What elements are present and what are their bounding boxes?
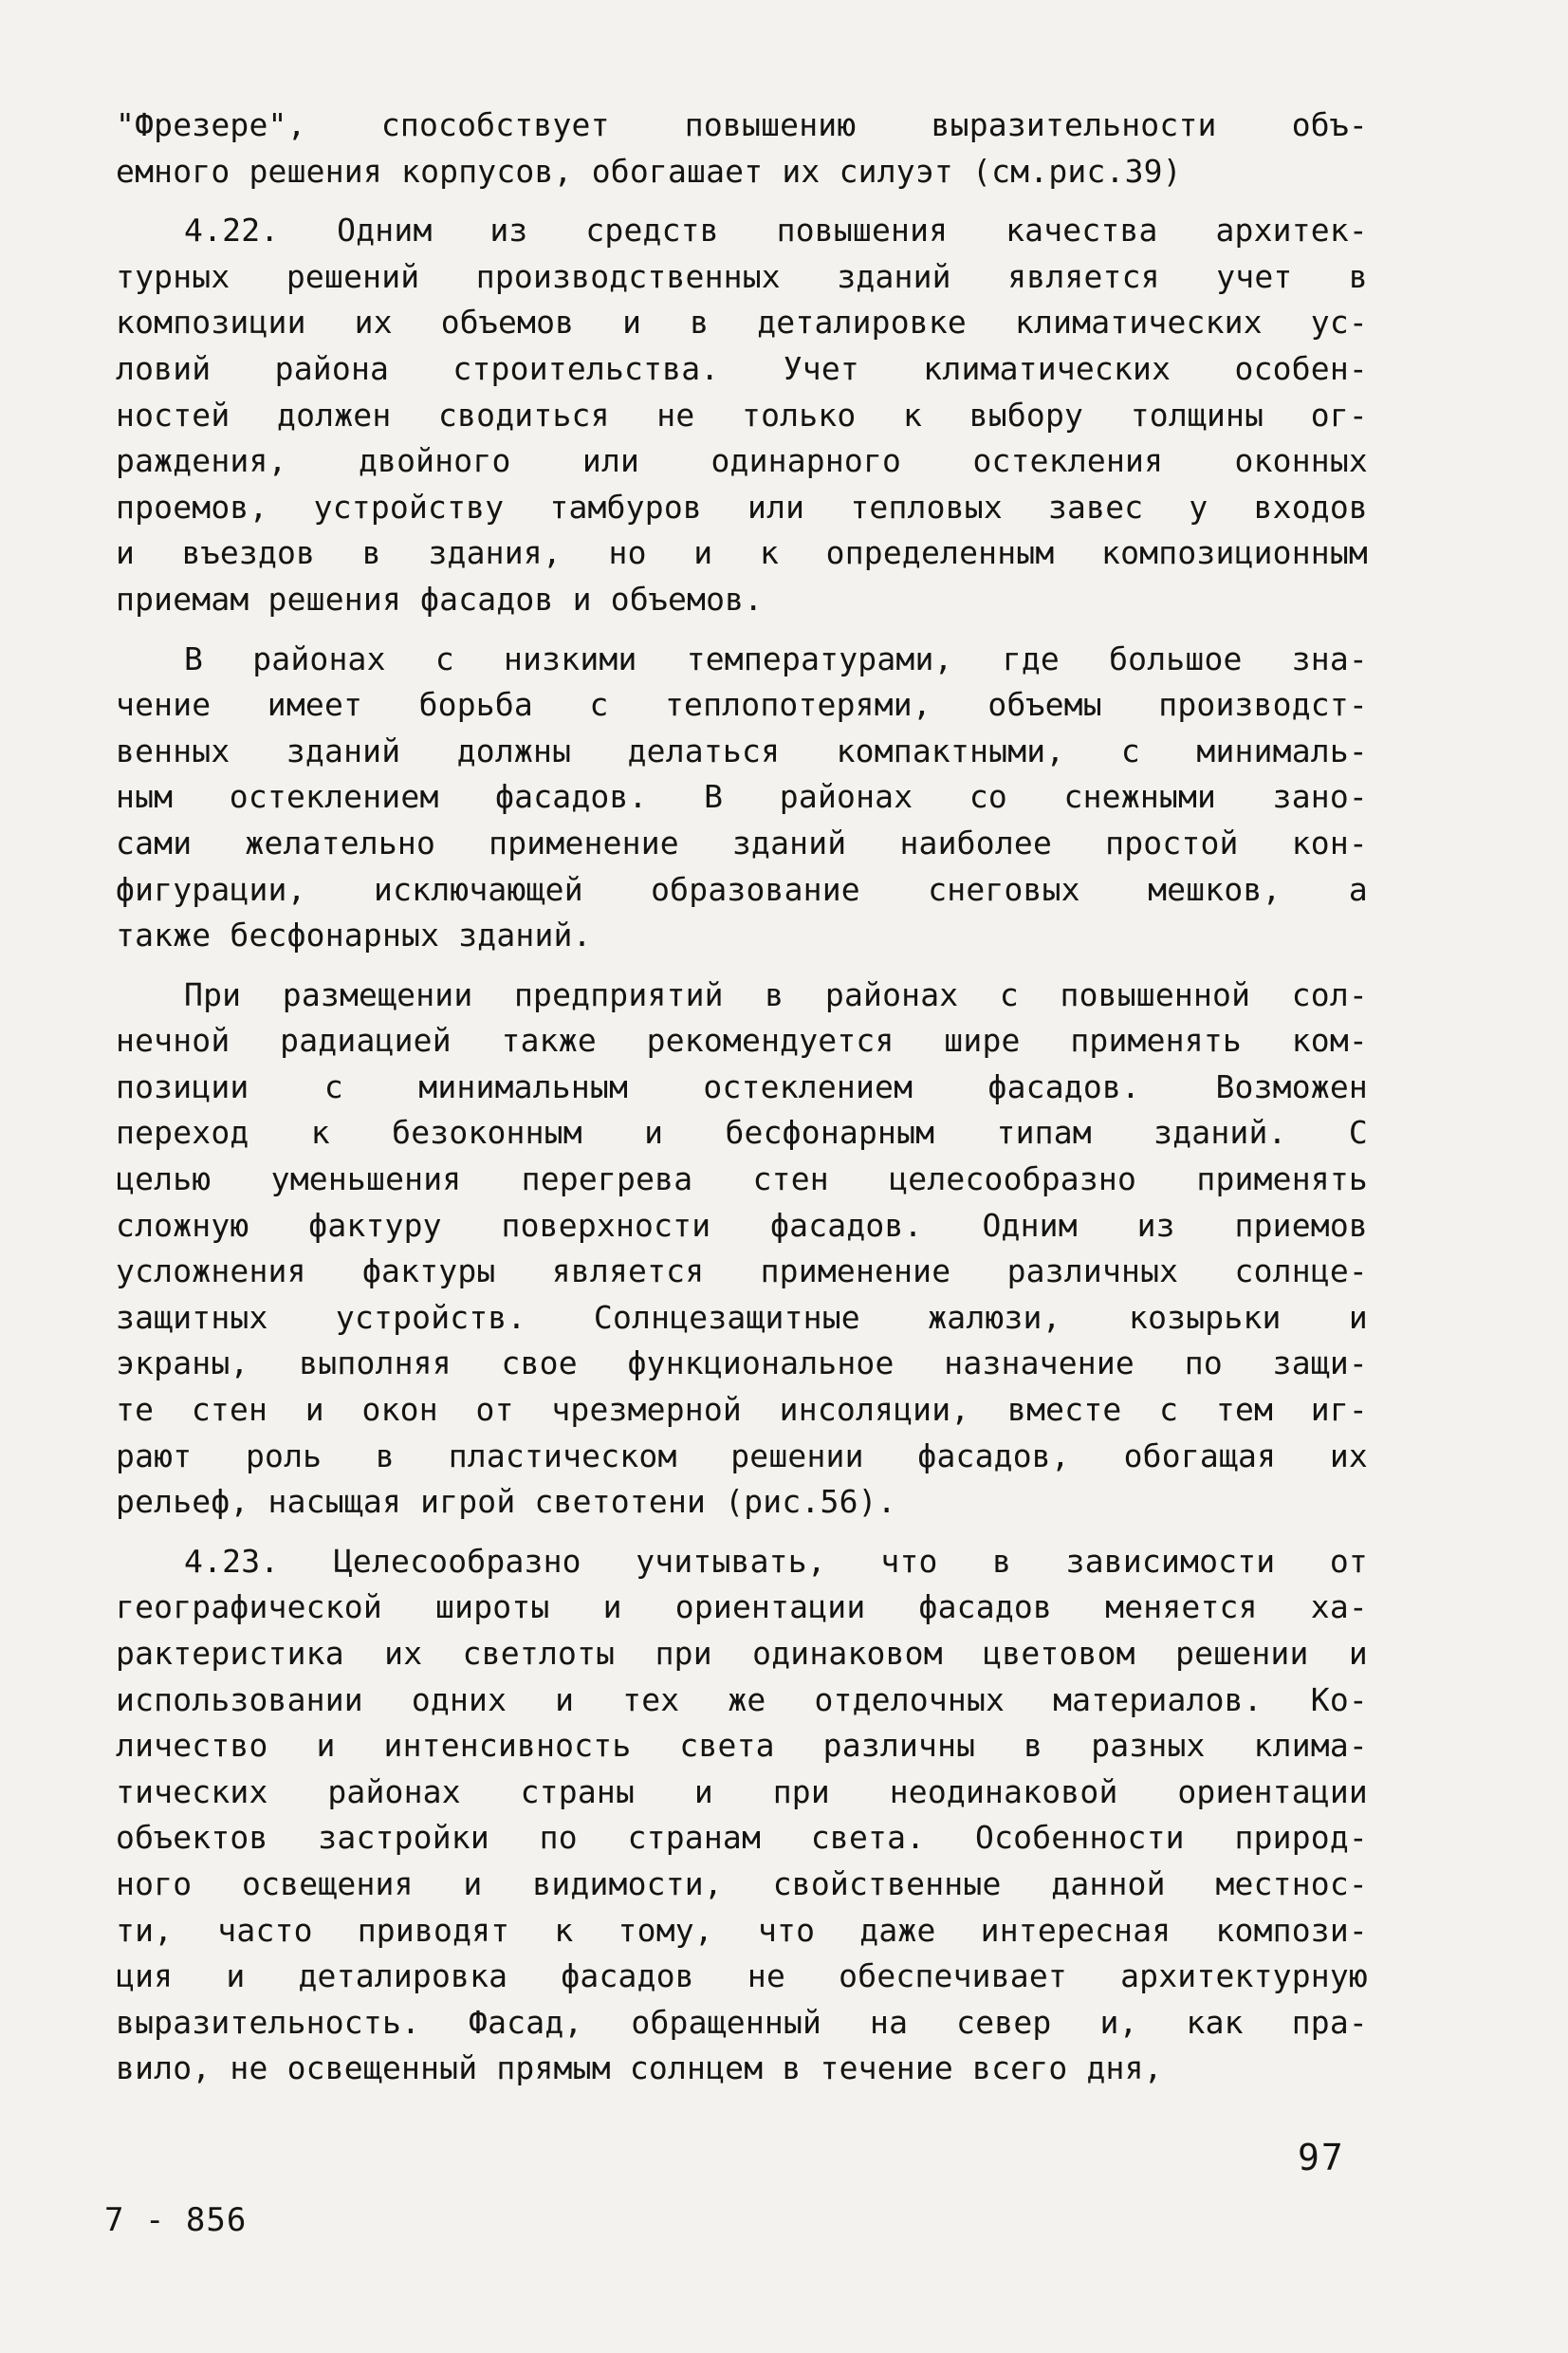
text-line: ного освещения и видимости, свойственные данной местнос- xyxy=(116,1864,1368,1902)
text-line: рактеристика их светлоты при одинаковом цветовом решении и xyxy=(116,1635,1368,1672)
text-line: использовании одних и тех же отделочных материалов. Ко- xyxy=(116,1680,1368,1718)
text-line: ловий района строительства. Учет климатических особен- xyxy=(116,349,1368,387)
text-line: приемам решения фасадов и объемов. xyxy=(116,580,764,618)
paragraph xyxy=(116,1539,1368,2092)
text-line: также бесфонарных зданий. xyxy=(116,917,592,954)
text-line: переход к безоконным и бесфонарным типам зданий. С xyxy=(116,1114,1368,1152)
text-line: нечной радиацией также рекомендуется шире применять ком- xyxy=(116,1022,1368,1060)
text-line: фигурации, исключающей образование снеговых мешков, а xyxy=(116,870,1368,908)
paragraph-spacer xyxy=(116,1526,1368,1539)
text-line: выразительность. Фасад, обращенный на север и, как пра- xyxy=(116,2003,1368,2041)
text-line: ным остеклением фасадов. В районах со снежными зано- xyxy=(116,778,1368,816)
text-line: ция и деталировка фасадов не обеспечивает архитектурную xyxy=(116,1957,1368,1995)
text-line: тических районах страны и при неодинаковой ориентации xyxy=(116,1772,1368,1810)
text-line: При размещении предприятий в районах с повышенной сол- xyxy=(184,975,1368,1013)
text-line: 4.23. Целесообразно учитывать, что в зависимости от xyxy=(184,1542,1368,1580)
text-line: сложную фактуру поверхности фасадов. Одним из приемов xyxy=(116,1206,1368,1244)
text-line: целью уменьшения перегрева стен целесообразно применять xyxy=(116,1160,1368,1198)
text-line: проемов, устройству тамбуров или тепловых завес у входов xyxy=(116,488,1368,526)
paragraph xyxy=(116,637,1368,959)
text-line: рельеф, насыщая игрой светотени (рис.56). xyxy=(116,1483,896,1521)
text-line: 4.22. Одним из средств повышения качества архитек- xyxy=(184,212,1368,250)
paragraph-spacer xyxy=(116,959,1368,973)
paragraph xyxy=(116,102,1368,195)
text-line: вило, не освещенный прямым солнцем в течение всего дня, xyxy=(116,2049,1163,2087)
text-line: емного решения корпусов, обогашает их силуэт (см.рис.39) xyxy=(116,152,1182,190)
page-number: 97 xyxy=(1298,2137,1345,2178)
text-line: позиции с минимальным остеклением фасадов. Возможен xyxy=(116,1067,1368,1105)
text-line: усложнения фактуры является применение различных солнце- xyxy=(116,1252,1368,1290)
text-line: объектов застройки по странам света. Особенности природ- xyxy=(116,1819,1368,1857)
text-line: раждения, двойного или одинарного остекления оконных xyxy=(116,442,1368,480)
text-line: защитных устройств. Солнцезащитные жалюзи, козырьки и xyxy=(116,1298,1368,1336)
body-text xyxy=(116,102,1368,2092)
text-line: личество и интенсивность света различны в разных клима- xyxy=(116,1727,1368,1765)
paragraph-spacer xyxy=(116,623,1368,637)
text-line: венных зданий должны делаться компактными, с минималь- xyxy=(116,732,1368,769)
text-line: экраны, выполняя свое функциональное назначение по защи- xyxy=(116,1344,1368,1382)
text-line: В районах с низкими температурами, где большое зна- xyxy=(184,639,1368,677)
text-line: композиции их объемов и в деталировке климатических ус- xyxy=(116,304,1368,342)
text-line: ти, часто приводят к тому, что даже интересная компози- xyxy=(116,1911,1368,1949)
text-line: чение имеет борьба с теплопотерями, объемы производст- xyxy=(116,686,1368,724)
text-line: "Фрезере", способствует повышению выразительности объ- xyxy=(116,106,1368,143)
text-line: сами желательно применение зданий наиболее простой кон- xyxy=(116,824,1368,862)
text-line: турных решений производственных зданий является учет в xyxy=(116,257,1368,295)
text-line: и въездов в здания, но и к определенным композиционным xyxy=(116,534,1368,572)
paragraph xyxy=(116,973,1368,1526)
text-line: географической широты и ориентации фасадов меняется ха- xyxy=(116,1588,1368,1626)
printer-signature-mark: 7 - 856 xyxy=(104,2201,248,2239)
text-line: те стен и окон от чрезмерной инсоляции, вместе с тем иг- xyxy=(116,1391,1368,1429)
text-line: рают роль в пластическом решении фасадов, обогащая их xyxy=(116,1436,1368,1474)
paragraph-spacer xyxy=(116,195,1368,208)
paragraph xyxy=(116,208,1368,622)
text-line: ностей должен сводиться не только к выбору толщины ог- xyxy=(116,396,1368,434)
